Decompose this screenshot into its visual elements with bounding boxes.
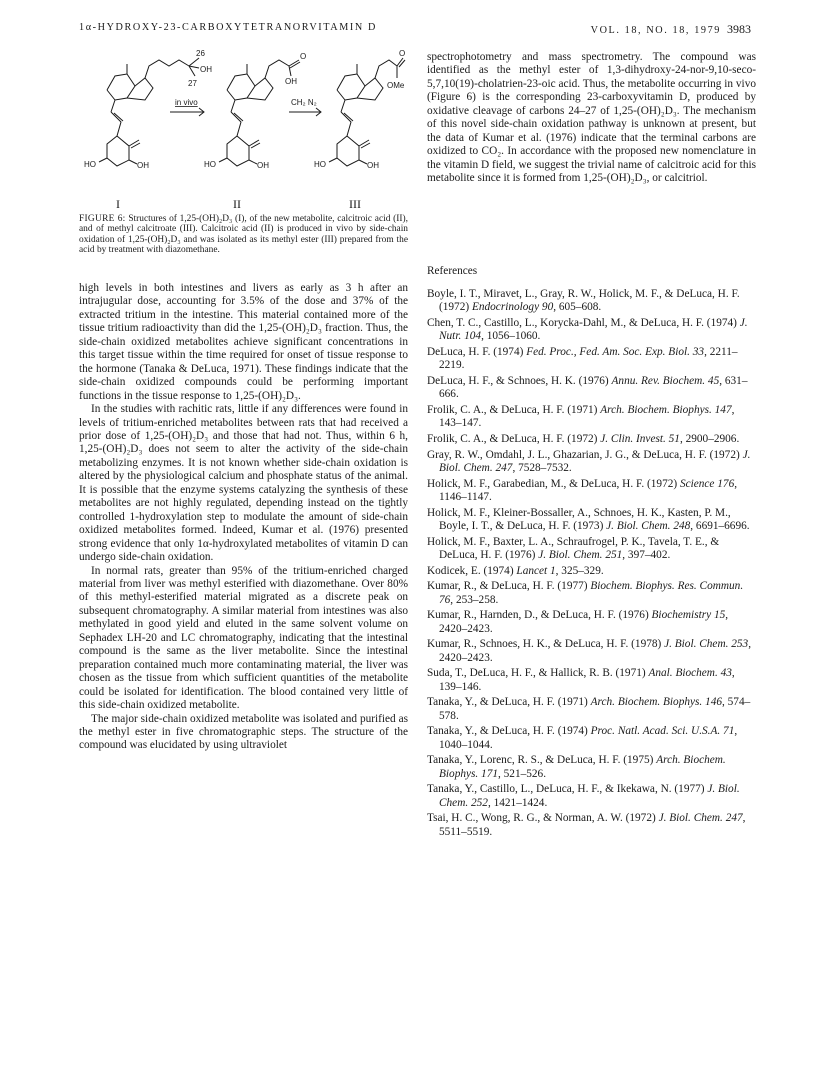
molecule-i-atom-26: 26 [196,49,205,58]
reference-authors: Frolik, C. A., & DeLuca, H. F. (1971) [427,404,601,416]
molecule-ii-triene [231,112,243,136]
volume-issue: VOL. 18, NO. 18, 1979 [590,25,721,36]
reference-item [427,317,756,344]
molecule-i-oh: OH [200,65,212,74]
reference-item [427,288,756,315]
reference-journal: J. Biol. Chem. 247 [658,812,743,825]
reference-authors: Kumar, R., & DeLuca, H. F. (1977) [427,580,591,593]
page-number: 3983 [727,22,751,36]
references-heading: References [427,265,478,277]
reference-journal: Annu. Rev. Biochem. 45 [611,375,720,387]
reference-pages: , 2420–2423. [439,638,752,664]
molecule-iii-ome: OMe [387,81,405,90]
molecule-iii-o: O [399,49,406,58]
reference-pages: , 2900–2906. [679,433,740,445]
reference-pages: , 2211–2219. [439,346,738,372]
reference-item [427,609,756,636]
molecule-ii-o: O [300,52,307,61]
molecule-i-a-ring [99,136,140,166]
compound-label-i: I [116,197,120,211]
figure-6 [79,46,408,194]
reference-item [427,346,756,373]
reference-authors: Kumar, R., Schnoes, H. K., & DeLuca, H. F. (1978) [427,638,665,651]
molecule-ii-ho: HO [204,160,216,169]
reference-journal: J. Biol. Chem. 253 [664,638,749,651]
reference-authors: Holick, M. F., Garabedian, M., & DeLuca, H. F. (1972) [427,477,680,490]
figure-compound-labels [79,197,408,211]
caption-text: Structures of 1,25-(OH)₂D₃ (I), of the new metabolite, calcitroic acid (II), and of methyl calcitroate (III). Calcitroic acid (II) is produced in vivo by side-chain oxidation of 1,25-(OH)₂D₃ and was isolated as its methyl ester (III) prepared from the acid by treatment with diazomethane. [79,214,408,256]
journal-issue [591,22,751,37]
reference-authors: Suda, T., DeLuca, H. F., & Hallick, R. B. (1971) [427,667,649,680]
reference-pages: , 397–402. [622,549,671,561]
arrow-diazomethane [289,108,321,116]
reference-authors: Holick, M. F., Kleiner-Bossaller, A., Schnoes, H. K., Kasten, P. M., Boyle, I. T., & DeLuca, H. F. (1973) [427,506,731,532]
molecule-ii-side-chain [265,60,300,78]
molecule-i-cd-rings [107,64,153,112]
reference-item [427,638,756,665]
reference-item [427,507,756,534]
reference-item [427,783,756,810]
molecule-iii-ho: HO [314,160,326,169]
compound-label-iii: III [349,197,361,211]
molecule-ii-oh: OH [285,77,297,86]
reference-pages: , 605–608. [553,301,602,314]
molecule-i-triene [111,112,123,136]
reference-authors: Tanaka, Y., & DeLuca, H. F. (1971) [427,696,591,709]
reference-authors: Boyle, I. T., Miravet, L., Gray, R. W., Holick, M. F., & DeLuca, H. F. (1972) [427,288,740,314]
reference-journal: Fed. Proc., Fed. Am. Soc. Exp. Biol. 33 [526,346,705,358]
reference-authors: Tanaka, Y., & DeLuca, H. F. (1974) [427,725,591,738]
reference-item [427,812,756,839]
reference-pages: , 2420–2423. [439,609,729,635]
running-title: 1α-HYDROXY-23-CARBOXYTETRANORVITAMIN D [79,22,377,33]
molecule-iii-triene [341,112,353,136]
caption-label: FIGURE 6: [79,214,126,224]
molecule-iii-a-ring [329,136,370,166]
reference-pages: , 143–147. [439,404,735,430]
reference-item [427,725,756,752]
reference-authors: Tanaka, Y., Lorenc, R. S., & DeLuca, H. F. (1975) [427,754,657,767]
paragraph: high levels in both intestines and livers as early as 3 h after an intrajugular dose, accounting for 3.5% of the dose and 37% of the extracted tritium in the intestine. This material contained more of the tissue tritium radioactivity than did the 1,25-(OH)₂D₃ fraction. Thus, the side-chain oxidized metabolites achieve significant concentrations in this target tissue within the time required for onset of tissue response to the hormone (Tanaka & DeLuca, 1971). These findings indicate that the side-chain oxidized compounds could be performing important functions in the tissue response to 1,25-(OH)₂D₃. [79,282,408,402]
reference-authors: Frolik, C. A., & DeLuca, H. F. (1972) [427,433,601,445]
right-column-text [427,51,756,186]
arrow-diazomethane-label: CH₂ N₂ [291,98,317,107]
left-column-text [79,282,408,753]
reference-item [427,433,756,446]
molecule-iii-cd-rings [337,64,383,112]
reference-journal: J. Biol. Chem. 252 [439,783,740,809]
reference-pages: , 5511–5519. [439,812,746,838]
reference-authors: Kodicek, E. (1974) [427,564,517,577]
reference-authors: Chen, T. C., Castillo, L., Korycka-Dahl, M., & DeLuca, H. F. (1974) [427,317,740,329]
reference-journal: J. Biol. Chem. 251 [538,549,623,561]
paragraph: In the studies with rachitic rats, little if any differences were found in levels of tritium-enriched metabolites between rats that had received a prior dose of 1,25-(OH)₂D₃ and those that had not. Thus, within 6 h, 1,25-(OH)₂D₃ does not seem to alter the activity of the side-chain metabolizing enzymes. It is not known whether side-chain oxidation is altered by the physiological calcium and phosphate status of the animal. It is possible that the enzyme systems catalyzing the synthesis of these metabolites are not highly regulated, depending instead on the tightly controlled 1-hydroxylation step to modulate the amount of side-chain oxidized metabolites formed. Indeed, Kumar et al. (1976) presented strong evidence that only 1α-hydroxylated metabolites of vitamin D can undergo side-chain oxidation. [79,403,408,564]
reference-item [427,449,756,476]
reference-pages: , 1056–1060. [481,330,541,343]
reference-pages: , 1421–1424. [487,796,548,809]
arrow-in-vivo [170,108,204,116]
molecule-ii [204,52,306,170]
reference-pages: , 325–329. [555,564,604,577]
reference-journal: Science 176 [679,477,735,490]
reference-authors: Gray, R. W., Omdahl, J. L., Ghazarian, J. G., & DeLuca, H. F. (1972) [427,448,743,461]
molecule-i-side-chain [145,58,199,78]
structures-diagram [79,46,408,194]
reference-item [427,580,756,607]
reference-journal: Biochem. Biophys. Res. Commun. 76 [439,580,744,606]
reference-authors: DeLuca, H. F. (1974) [427,346,527,358]
reference-journal: Lancet 1 [516,564,556,577]
arrow-in-vivo-label: in vivo [175,98,198,107]
reference-journal: Arch. Biochem. Biophys. 146 [590,696,722,709]
reference-pages: , 574–578. [439,696,751,722]
reference-journal: J. Biol. Chem. 247 [439,448,751,474]
reference-pages: , 6691–6696. [690,520,750,532]
reference-pages: , 7528–7532. [512,462,572,474]
figure-caption [79,214,408,256]
reference-pages: , 139–146. [439,667,735,693]
reference-pages: , 1040–1044. [439,725,738,751]
reference-pages: , 253–258. [450,593,499,606]
reference-pages: , 1146–1147. [439,477,738,503]
paragraph: In normal rats, greater than 95% of the tritium-enriched charged material from liver was methyl esterified with diazomethane. Over 80% of this methyl-esterified material migrated as a discrete peak on subsequent chromatography. A similar material from intestines was also methylated in good yield and eluted in the same solvent volume on Sephadex LH-20 and LC chromatography, indicating that the intestinal compound is the same as the liver metabolite. Since the intestinal preparation contained much more contaminating material, the liver was chosen as the tissue from which sufficient quantities of the metabolite could be isolated for identification. The blood contained very little of this side-chain oxidized metabolite. [79,564,408,712]
paragraph: The major side-chain oxidized metabolite was isolated and purified as the methyl ester in five chromatographic steps. The structure of the compound was elucidated by using ultraviolet [79,712,408,752]
molecule-ii-ring-oh: OH [257,161,269,170]
reference-journal: Anal. Biochem. 43 [648,667,732,680]
paragraph: spectrophotometry and mass spectrometry. The compound was identified as the methyl ester of 1,3-dihydroxy-24-nor-9,10-seco-5,7,10(19)-cholatrien-23-oic acid. Thus, the metabolite occurring in vivo (Figure 6) is the corresponding 23-carboxyvitamin D, produced by oxidative cleavage of carbons 24–27 of 1,25-(OH)₂D₃. The mechanism of this novel side-chain oxidation pathway is unknown at present, but the data of Kumar et al. (1976) indicate that the terminal carbons are oxidized to CO₂. In accordance with the proposed new nomenclature in the vitamin D field, we suggest the trivial name of calcitroic acid for this metabolite since it is formed from 1,25-(OH)₂D₃, or calcitriol. [427,51,756,185]
reference-item [427,696,756,723]
running-head [79,22,751,38]
molecule-iii-ring-oh: OH [367,161,379,170]
reference-authors: DeLuca, H. F., & Schnoes, H. K. (1976) [427,375,612,387]
reference-authors: Kumar, R., Harnden, D., & DeLuca, H. F. (1976) [427,609,652,622]
reference-authors: Tanaka, Y., Castillo, L., DeLuca, H. F., & Ikekawa, N. (1977) [427,783,708,796]
reference-journal: J. Nutr. 104 [439,317,748,343]
reference-journal: Arch. Biochem. Biophys. 147 [600,404,732,416]
reference-journal: J. Clin. Invest. 51 [600,433,680,445]
reference-item [427,404,756,431]
molecule-i-ho: HO [84,160,96,169]
molecule-iii [314,49,405,170]
reference-item [427,565,756,578]
reference-pages: , 631–666. [439,375,748,401]
reference-item [427,536,756,563]
reference-item [427,667,756,694]
reference-journal: Biochemistry 15 [651,609,726,622]
reference-journal: Endocrinology 90 [471,301,554,314]
reference-journal: Arch. Biochem. Biophys. 171 [439,754,726,780]
reference-journal: J. Biol. Chem. 248 [606,520,691,532]
molecule-ii-cd-rings [227,64,273,112]
molecule-ii-a-ring [219,136,260,166]
molecule-iii-side-chain [375,58,405,78]
molecule-i [84,49,212,170]
compound-label-ii: II [233,197,241,211]
reference-authors: Holick, M. F., Baxter, L. A., Schraufrogel, P. K., Tavela, T. E., & DeLuca, H. F. (1976) [427,535,720,561]
reference-pages: , 521–526. [498,767,547,780]
molecule-i-ring-oh: OH [137,161,149,170]
references-list [427,288,756,841]
reference-authors: Tsai, H. C., Wong, R. G., & Norman, A. W. (1972) [427,812,659,825]
molecule-i-atom-27: 27 [188,79,197,88]
reference-item [427,478,756,505]
reference-journal: Proc. Natl. Acad. Sci. U.S.A. 71 [590,725,735,738]
reference-item [427,375,756,402]
reference-item [427,754,756,781]
